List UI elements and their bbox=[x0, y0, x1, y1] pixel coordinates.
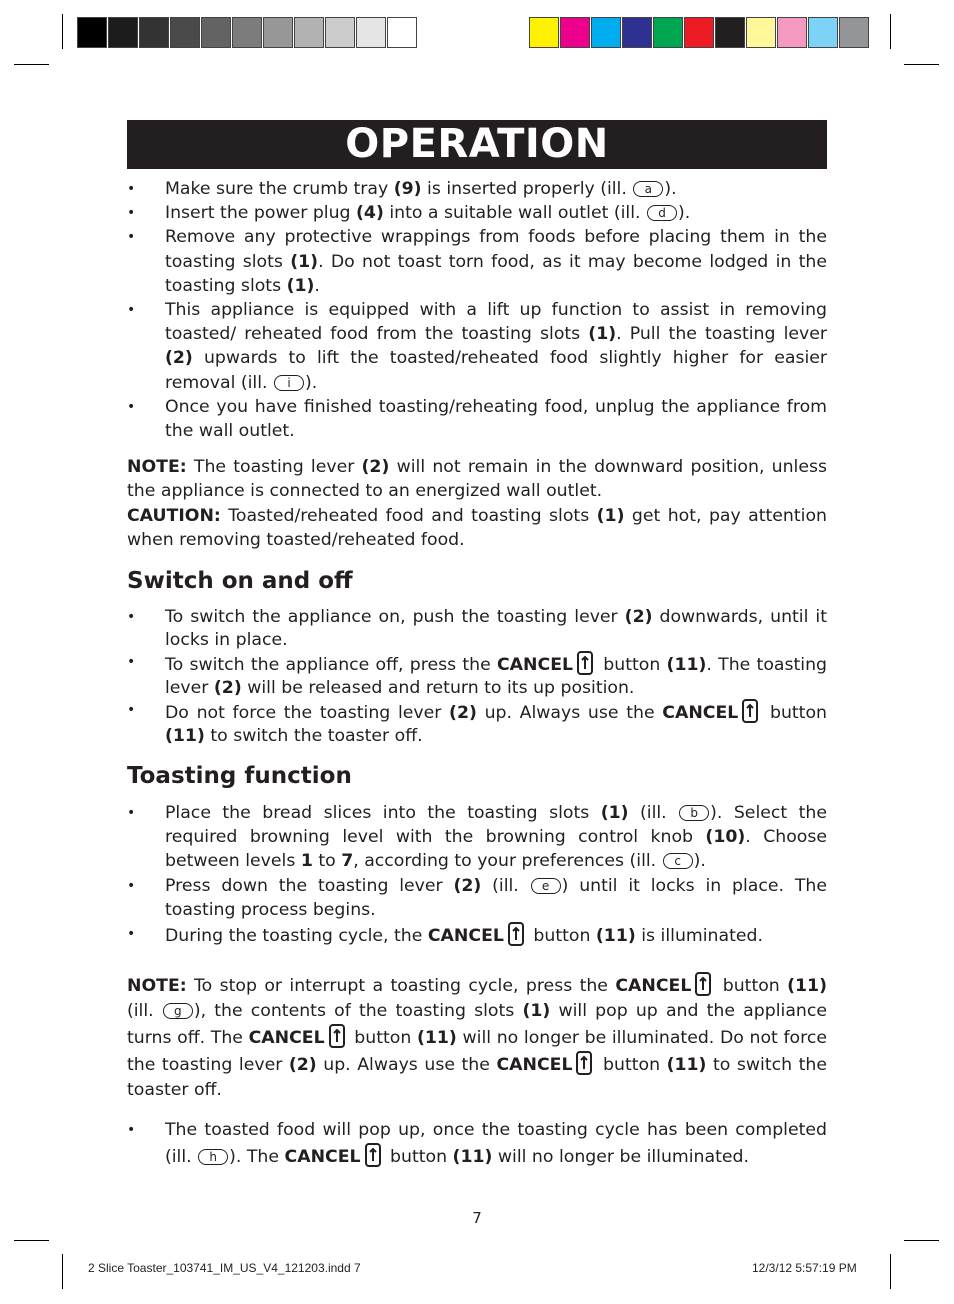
list-item: • During the toasting cycle, the CANCEL button (11) is illuminated. bbox=[127, 922, 827, 948]
color-swatch bbox=[684, 17, 714, 48]
note-paragraph: NOTE: To stop or interrupt a toasting cycle, press the CANCEL button (11) (ill. g ), the contents of the toasting slots (1) will pop up and the appliance turns off. The CANCEL button (11) will no longer be illuminated. Do not force the toasting lever (2) up. Always use the CANCEL button (11) to switch the toaster off. bbox=[127, 972, 827, 1103]
toasting-list bbox=[127, 801, 827, 948]
color-swatch bbox=[839, 17, 869, 48]
print-slug-timestamp: 12/3/12 5:57:19 PM bbox=[752, 1261, 857, 1275]
color-swatch bbox=[653, 17, 683, 48]
caution-paragraph: CAUTION: Toasted/reheated food and toasting slots (1) get hot, pay attention when removing toasted/reheated food. bbox=[127, 505, 827, 550]
section-title-band bbox=[127, 120, 827, 169]
color-calibration-bar bbox=[529, 17, 870, 48]
list-item: • To switch the appliance off, press the CANCEL button (11). The toasting lever (2) will be released and return to its up position. bbox=[127, 651, 827, 699]
illustration-ref-icon: h bbox=[198, 1149, 228, 1165]
color-swatch bbox=[777, 17, 807, 48]
color-swatch bbox=[808, 17, 838, 48]
crop-mark bbox=[904, 1240, 939, 1241]
list-item: • Place the bread slices into the toasting slots (1) (ill. b ). Select the required browning level with the browning control knob (10). Choose between levels 1 to 7, according to your preferences (ill. c ). bbox=[127, 801, 827, 874]
illustration-ref-icon: b bbox=[679, 805, 709, 821]
list-item: • This appliance is equipped with a lift up function to assist in removing toasted/ reheated food from the toasting slots (1). Pull the toasting lever (2) upwards to lift the toasted/reheated food slightly higher for easier removal (ill. i ). bbox=[127, 298, 827, 395]
color-swatch bbox=[294, 17, 324, 48]
crop-mark bbox=[890, 1254, 891, 1289]
section-heading: Toasting function bbox=[127, 763, 352, 790]
crop-mark bbox=[62, 14, 63, 49]
crop-mark bbox=[904, 64, 939, 65]
manual-content bbox=[127, 177, 827, 1170]
color-swatch bbox=[387, 17, 417, 48]
list-item: • Make sure the crumb tray (9) is inserted properly (ill. a ). bbox=[127, 177, 827, 201]
illustration-ref-icon: i bbox=[274, 375, 304, 391]
switch-list bbox=[127, 606, 827, 747]
section-heading: Switch on and off bbox=[127, 568, 353, 595]
list-item: • Press down the toasting lever (2) (ill. e ) until it locks in place. The toasting process begins. bbox=[127, 874, 827, 922]
color-swatch bbox=[108, 17, 138, 48]
grayscale-calibration-bar bbox=[77, 17, 418, 48]
color-swatch bbox=[356, 17, 386, 48]
illustration-ref-icon: g bbox=[163, 1003, 193, 1019]
color-swatch bbox=[715, 17, 745, 48]
color-swatch bbox=[325, 17, 355, 48]
color-swatch bbox=[529, 17, 559, 48]
color-swatch bbox=[232, 17, 262, 48]
illustration-ref-icon: d bbox=[647, 205, 677, 221]
illustration-ref-icon: e bbox=[531, 878, 561, 894]
list-item: • Once you have finished toasting/reheating food, unplug the appliance from the wall outlet. bbox=[127, 395, 827, 443]
cancel-button-icon bbox=[508, 922, 524, 946]
color-swatch bbox=[622, 17, 652, 48]
illustration-ref-icon: a bbox=[633, 181, 663, 197]
color-swatch bbox=[201, 17, 231, 48]
intro-list bbox=[127, 177, 827, 443]
color-swatch bbox=[746, 17, 776, 48]
cancel-button-icon bbox=[329, 1024, 345, 1048]
color-swatch bbox=[170, 17, 200, 48]
color-swatch bbox=[77, 17, 107, 48]
crop-mark bbox=[62, 1254, 63, 1289]
final-list bbox=[127, 1117, 827, 1170]
cancel-button-icon bbox=[742, 699, 758, 723]
color-swatch bbox=[560, 17, 590, 48]
list-item: • Insert the power plug (4) into a suitable wall outlet (ill. d ). bbox=[127, 201, 827, 225]
list-item: • To switch the appliance on, push the toasting lever (2) downwards, until it locks in place. bbox=[127, 606, 827, 651]
print-slug-filename: 2 Slice Toaster_103741_IM_US_V4_121203.indd 7 bbox=[88, 1261, 361, 1275]
cancel-button-icon bbox=[695, 972, 711, 996]
illustration-ref-icon: c bbox=[663, 853, 693, 869]
cancel-button-icon bbox=[577, 651, 593, 675]
color-swatch bbox=[139, 17, 169, 48]
page-title: OPERATION bbox=[345, 121, 609, 167]
list-item: • The toasted food will pop up, once the toasting cycle has been completed (ill. h ). The CANCEL button (11) will no longer be illuminated. bbox=[127, 1117, 827, 1170]
crop-mark bbox=[890, 14, 891, 49]
page-number: 7 bbox=[472, 1209, 482, 1227]
color-swatch bbox=[263, 17, 293, 48]
crop-mark bbox=[14, 1240, 49, 1241]
cancel-button-icon bbox=[365, 1143, 381, 1167]
color-swatch bbox=[591, 17, 621, 48]
list-item: • Do not force the toasting lever (2) up. Always use the CANCEL button (11) to switch the toaster off. bbox=[127, 699, 827, 747]
crop-mark bbox=[14, 64, 49, 65]
list-item: • Remove any protective wrappings from foods before placing them in the toasting slots (1). Do not toast torn food, as it may become lodged in the toasting slots (1). bbox=[127, 225, 827, 298]
cancel-button-icon bbox=[576, 1051, 592, 1075]
note-paragraph: NOTE: The toasting lever (2) will not remain in the downward position, unless the appliance is connected to an energized wall outlet. bbox=[127, 457, 827, 502]
